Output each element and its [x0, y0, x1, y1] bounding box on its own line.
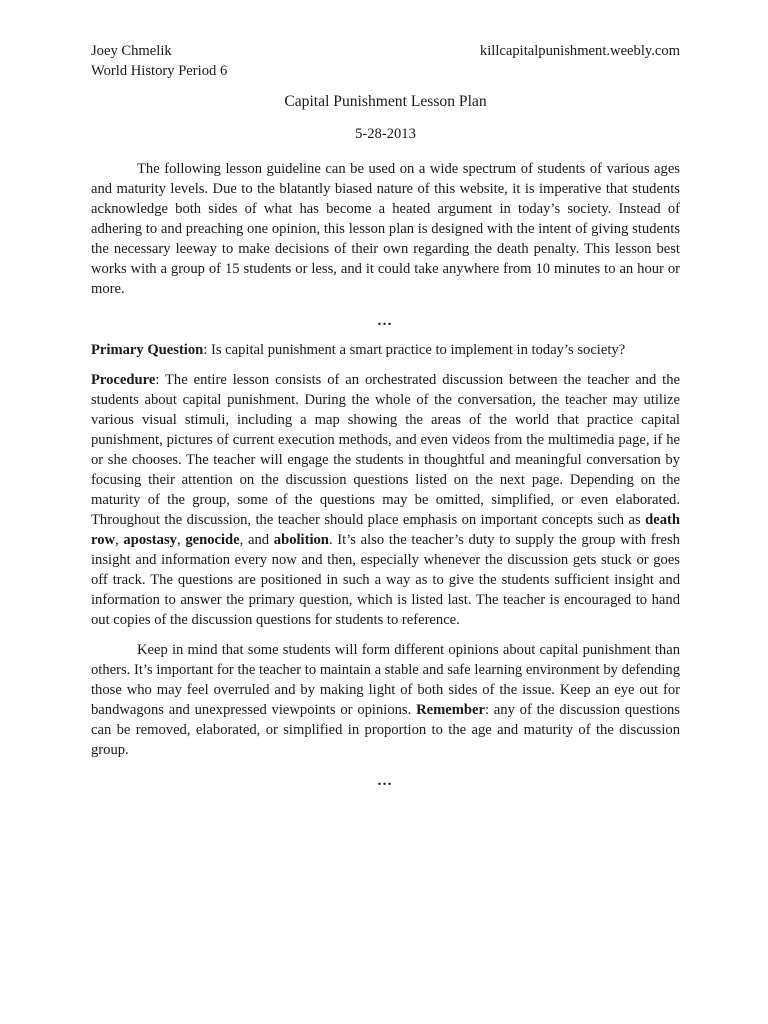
primary-question-separator: : — [203, 342, 211, 358]
remember-label: Remember — [416, 702, 485, 718]
term-genocide: genocide — [185, 532, 240, 548]
reminder-text-2: : any of the discussion questions can be removed, elaborated, or simplified in proportion to the age and maturity of the discussion group. — [91, 702, 680, 758]
procedure-paragraph — [91, 370, 680, 630]
website-url: killcapitalpunishment.weebly.com — [479, 43, 680, 59]
reminder-text-1: Keep in mind that some students will form different opinions about capital punishment than others. It’s important for the teacher to maintain a stable and safe learning environment by defending those who may feel overruled and by making light of both sides of the issue. Keep an eye out for bandwagons and unexpressed viewpoints or opinions. — [91, 642, 680, 718]
document-date: 5-28-2013 — [355, 126, 416, 142]
primary-question-text: Is capital punishment a smart practice to implement in today’s society? — [210, 342, 626, 358]
procedure-and: , and — [239, 532, 274, 548]
section-divider: … — [377, 313, 394, 329]
procedure-label: Procedure — [91, 372, 156, 388]
author-name: Joey Chmelik — [91, 43, 172, 59]
page-header — [91, 41, 680, 81]
procedure-text-1: : The entire lesson consists of an orchestrated discussion between the teacher and the students about capital punishment. During the whole of the conversation, the teacher may utilize various visual stimuli, including a map showing the areas of the world that practice capital punishment, pictures of current execution methods, and even videos from the multimedia page, if he or she chooses. The teacher will engage the students in thoughtful and meaningful conversation by focusing their attention on the discussion questions listed on the next page. Depending on the maturity of the group, some of the questions may be omitted, simplified, or even elaborated. Throughout the discussion, the teacher should place emphasis on important concepts such as — [91, 372, 680, 528]
intro-paragraph: The following lesson guideline can be used on a wide spectrum of students of various ages and maturity levels. Due to the blatantly biased nature of this website, it is imperative that students acknowledge both sides of what has become a heated argument in today’s society. Instead of adhering to and preaching one opinion, this lesson plan is designed with the intent of giving students the necessary leeway to make decisions of their own regarding the death penalty. This lesson best works with a group of 15 students or less, and it could take anywhere from 10 minutes to an hour or more. — [91, 161, 680, 297]
term-abolition: abolition — [273, 532, 329, 548]
page-title: Capital Punishment Lesson Plan — [284, 93, 487, 110]
term-apostasy: apostasy — [123, 532, 177, 548]
reminder-paragraph — [91, 640, 680, 760]
term-death-row: death row — [91, 512, 680, 548]
primary-question-paragraph — [91, 340, 680, 360]
procedure-text-2: . It’s also the teacher’s duty to supply the group with fresh insight and information every now and then, especially whenever the discussion gets stuck or goes off track. The questions are positioned in such a way as to give the students sufficient insight and information to answer the primary question, which is listed last. The teacher is encouraged to hand out copies of the discussion questions for students to reference. — [91, 532, 680, 628]
author-block — [91, 41, 227, 81]
procedure-comma-2: , — [176, 532, 186, 548]
procedure-comma-1: , — [115, 532, 124, 548]
primary-question-label: Primary Question — [91, 342, 204, 358]
class-period: World History Period 6 — [91, 63, 228, 79]
section-divider-end: … — [377, 773, 394, 789]
